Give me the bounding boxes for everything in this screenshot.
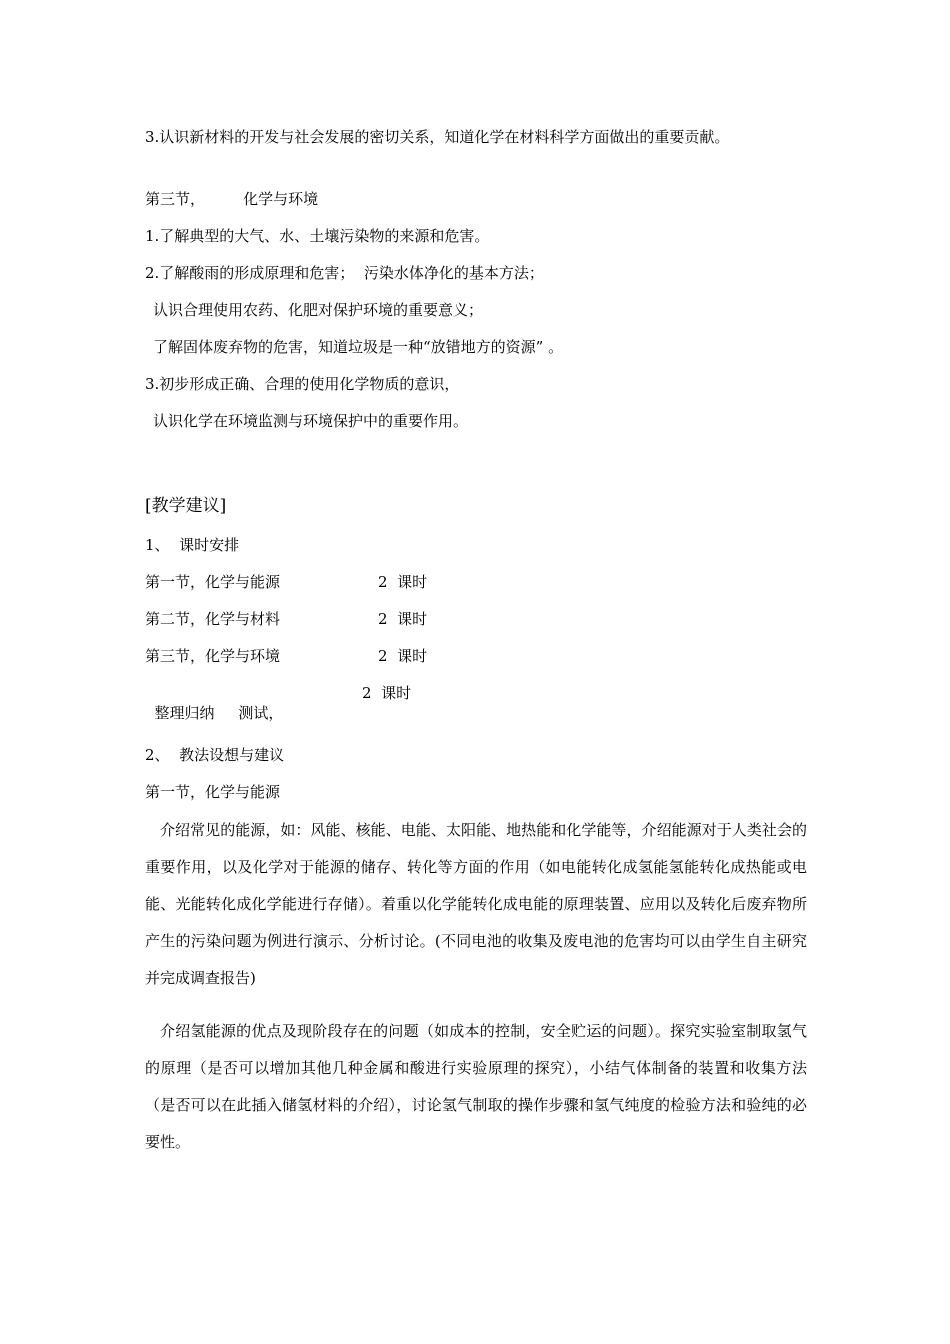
methods-title: 2、 教法设想与建议 xyxy=(145,746,285,764)
section3-item-2c: 了解固体废弃物的危害，知道垃圾是一种“放错地方的资源” 。 xyxy=(153,338,564,356)
schedule-row xyxy=(145,683,283,723)
schedule-row-name: 整理归纳 测试， xyxy=(154,704,284,722)
section3-item-3: 3.初步形成正确、合理的使用化学物质的意识， xyxy=(145,375,460,393)
schedule-row xyxy=(145,646,280,666)
schedule-row-hours: 2 课时 xyxy=(378,610,428,628)
schedule-row xyxy=(145,609,280,629)
schedule-row-name: 第三节，化学与环境 xyxy=(145,647,281,665)
section1-title: 第一节，化学与能源 xyxy=(145,783,281,801)
schedule-row-name: 第一节，化学与能源 xyxy=(145,573,281,591)
section3-item-2b: 认识合理使用农药、化肥对保护环境的重要意义； xyxy=(153,301,484,319)
goal-3-text: 3.认识新材料的开发与社会发展的密切关系，知道化学在材料科学方面做出的重要贡献。 xyxy=(145,128,730,146)
paragraph-energy: 介绍常见的能源，如：风能、核能、电能、太阳能、地热能和化学能等，介绍能源对于人类社会的重要作用，以及化学对于能源的储存、转化等方面的作用（如电能转化成氢能氢能转化成热能或电能、光能转化成化学能进行存储）。着重以化学能转化成电能的原理装置、应用以及转化后废弃物所产生的污染问题为例进行演示、分析讨论。(不同电池的收集及废电池的危害均可以由学生自主研究并完成调查报告) xyxy=(145,821,807,987)
schedule-row-hours: 2 课时 xyxy=(362,684,412,702)
schedule-row-hours: 2 课时 xyxy=(378,647,428,665)
schedule-title: 1、 课时安排 xyxy=(145,536,240,554)
section3-item-3b: 认识化学在环境监测与环境保护中的重要作用。 xyxy=(153,412,469,430)
section3-item-1: 1.了解典型的大气、水、土壤污染物的来源和危害。 xyxy=(145,227,490,245)
schedule-row-name: 第二节，化学与材料 xyxy=(145,610,281,628)
teaching-heading: [教学建议] xyxy=(145,496,227,516)
section3-title: 第三节， 化学与环境 xyxy=(145,190,319,208)
schedule-row xyxy=(145,572,280,592)
schedule-row-hours: 2 课时 xyxy=(378,573,428,591)
paragraph-hydrogen: 介绍氢能源的优点及现阶段存在的问题（如成本的控制，安全贮运的问题）。探究实验室制取氢气的原理（是否可以增加其他几种金属和酸进行实验原理的探究），小结气体制备的装置和收集方法（是否可以在此插入储氢材料的介绍），讨论氢气制取的操作步骤和氢气纯度的检验方法和验纯的必要性。 xyxy=(145,1022,807,1151)
section3-item-2: 2.了解酸雨的形成原理和危害； 污染水体净化的基本方法； xyxy=(145,264,544,282)
